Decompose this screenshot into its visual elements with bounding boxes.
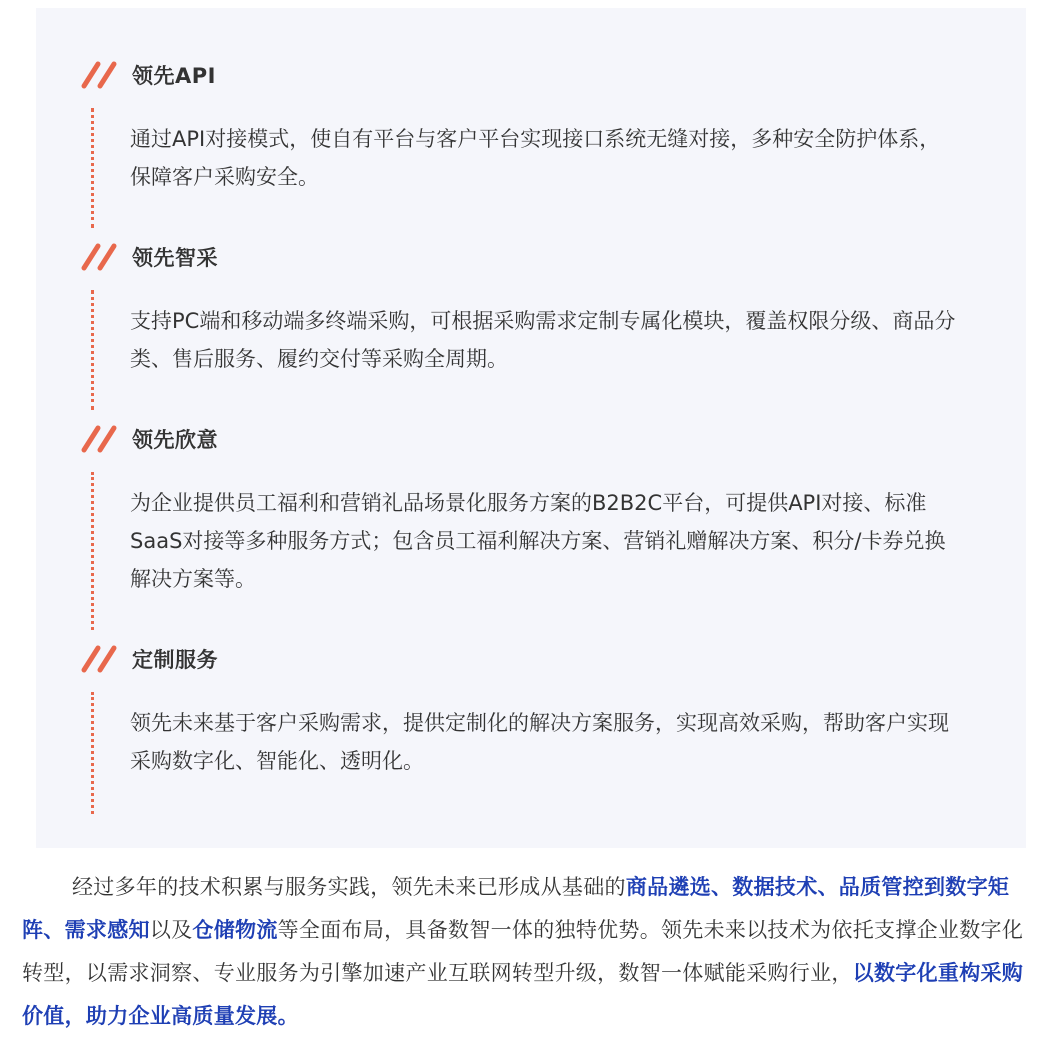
section-title: 领先智采 <box>132 246 218 270</box>
section-title: 领先API <box>132 64 216 88</box>
section-title: 领先欣意 <box>132 428 218 452</box>
dotted-divider <box>91 290 94 410</box>
section-title: 定制服务 <box>132 648 218 672</box>
summary-text: 经过多年的技术积累与服务实践，领先未来已形成从基础的 <box>72 875 626 899</box>
summary-highlight: 商品遴选、数据技术、品质管控到数字矩阵、需求感知 <box>22 875 1010 942</box>
section-description: 通过API对接模式，使自有平台与客户平台实现接口系统无缝对接，多种安全防护体系，保障客户采购安全。 <box>130 127 941 189</box>
section-header <box>80 422 218 456</box>
section-header <box>80 240 218 274</box>
summary-highlight: 仓储物流 <box>192 918 278 942</box>
double-slash-icon <box>80 424 120 454</box>
summary-highlight: 以数字化重构采购价值，助力企业高质量发展。 <box>22 961 1024 1028</box>
feature-card <box>36 8 1026 848</box>
section-header <box>80 642 218 676</box>
section-description: 领先未来基于客户采购需求，提供定制化的解决方案服务，实现高效采购，帮助客户实现采购数字化、智能化、透明化。 <box>130 711 949 773</box>
double-slash-icon <box>80 242 120 272</box>
section-description: 为企业提供员工福利和营销礼品场景化服务方案的B2B2C平台，可提供API对接、标准SaaS对接等多种服务方式；包含员工福利解决方案、营销礼赠解决方案、积分/卡券兑换解决方案等。 <box>130 491 946 591</box>
dotted-divider <box>91 692 94 814</box>
summary-paragraph <box>22 866 1040 1038</box>
dotted-divider <box>91 472 94 630</box>
double-slash-icon <box>80 60 120 90</box>
section-description: 支持PC端和移动端多终端采购，可根据采购需求定制专属化模块，覆盖权限分级、商品分类、售后服务、履约交付等采购全周期。 <box>130 309 956 371</box>
dotted-divider <box>91 108 94 228</box>
summary-text: 以及 <box>149 918 193 942</box>
double-slash-icon <box>80 644 120 674</box>
section-header <box>80 58 216 92</box>
summary-text: 等全面布局，具备数智一体的独特优势。领先未来以技术为依托支撑企业数字化转型，以需求洞察、专业服务为引擎加速产业互联网转型升级，数智一体赋能采购行业， <box>22 918 1024 985</box>
